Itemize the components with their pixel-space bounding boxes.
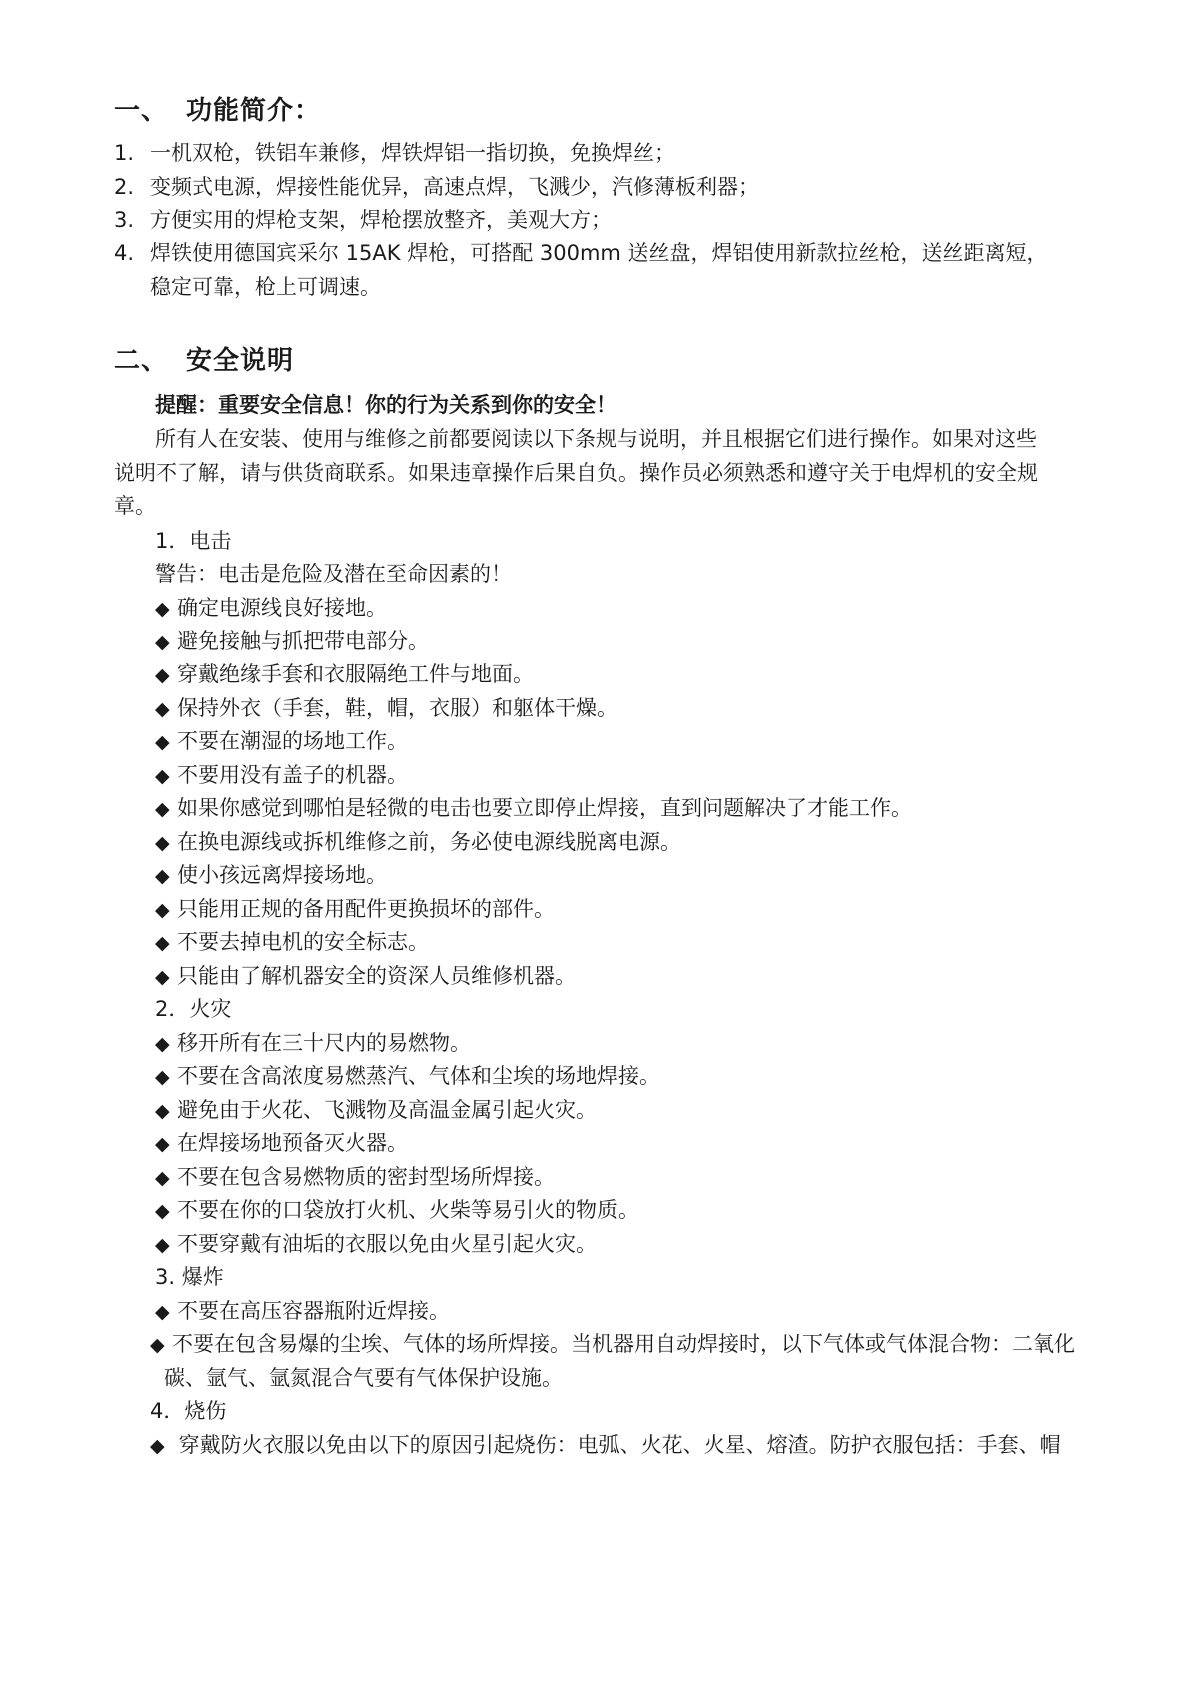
diamond-bullet-icon: ◆ — [155, 865, 170, 887]
diamond-bullet-icon: ◆ — [150, 1334, 165, 1356]
diamond-bullet-icon: ◆ — [155, 631, 170, 653]
intro-line: 所有人在安装、使用与维修之前都要阅读以下条规与说明，并且根据它们进行操作。如果对这些 — [155, 427, 1037, 451]
diamond-bullet-icon: ◆ — [155, 664, 170, 686]
section1-heading — [114, 90, 321, 127]
section2-title: 安全说明 — [186, 346, 295, 376]
subsection-heading-fire: 2．火灾 — [155, 997, 232, 1021]
feature-item: 1. 一机双枪，铁铝车兼修，焊铁焊铝一指切换，免换焊丝； — [114, 141, 675, 165]
diamond-bullet-icon: ◆ — [155, 765, 170, 787]
bullet-item: ◆ 只能用正规的备用配件更换损坏的部件。 — [155, 894, 555, 925]
bullet-item: ◆ 避免接触与抓把带电部分。 — [155, 626, 429, 657]
feature-item: 2. 变频式电源，焊接性能优异，高速点焊，飞溅少，汽修薄板利器； — [114, 175, 759, 199]
diamond-bullet-icon: ◆ — [155, 1167, 170, 1189]
subsection-heading-explosion: 3. 爆炸 — [155, 1265, 224, 1289]
section2-heading — [114, 340, 294, 377]
section1-title: 功能简介： — [186, 96, 322, 126]
intro-line: 说明不了解，请与供货商联系。如果违章操作后果自负。操作员必须熟悉和遵守关于电焊机的安全规 — [114, 461, 1038, 485]
bullet-item: ◆ 只能由了解机器安全的资深人员维修机器。 — [155, 961, 576, 992]
subsection-heading-electric: 1．电击 — [155, 529, 232, 553]
bullet-item: ◆ 如果你感觉到哪怕是轻微的电击也要立即停止焊接，直到问题解决了才能工作。 — [155, 793, 912, 824]
feature-item-continuation: 稳定可靠，枪上可调速。 — [150, 275, 381, 299]
bullet-item-continuation: 碳、氩气、氩氮混合气要有气体保护设施。 — [164, 1366, 563, 1390]
bullet-item: ◆ 不要在你的口袋放打火机、火柴等易引火的物质。 — [155, 1195, 639, 1226]
diamond-bullet-icon: ◆ — [155, 1301, 170, 1323]
diamond-bullet-icon: ◆ — [155, 1234, 170, 1256]
bullet-item: ◆ 确定电源线良好接地。 — [155, 593, 387, 624]
feature-item: 3. 方便实用的焊枪支架，焊枪摆放整齐，美观大方； — [114, 208, 612, 232]
bullet-item: ◆ 不要在包含易燃物质的密封型场所焊接。 — [155, 1162, 555, 1193]
diamond-bullet-icon: ◆ — [155, 1033, 170, 1055]
bullet-item: ◆ 不要在包含易爆的尘埃、气体的场所焊接。当机器用自动焊接时，以下气体或气体混合物：二氧化 — [150, 1329, 1075, 1360]
diamond-bullet-icon: ◆ — [155, 1200, 170, 1222]
diamond-bullet-icon: ◆ — [155, 1100, 170, 1122]
bullet-item: ◆ 在换电源线或拆机维修之前，务必使电源线脱离电源。 — [155, 827, 681, 858]
bullet-item: ◆ 穿戴绝缘手套和衣服隔绝工件与地面。 — [155, 659, 534, 690]
diamond-bullet-icon: ◆ — [155, 966, 170, 988]
diamond-bullet-icon: ◆ — [155, 932, 170, 954]
bullet-item: ◆ 不要在潮湿的场地工作。 — [155, 726, 408, 757]
feature-item: 4. 焊铁使用德国宾采尔 15AK 焊枪，可搭配 300mm 送丝盘，焊铝使用新款拉丝枪，送丝距离短， — [114, 241, 1048, 265]
diamond-bullet-icon: ◆ — [155, 832, 170, 854]
bullet-item: ◆ 不要穿戴有油垢的衣服以免由火星引起火灾。 — [155, 1229, 597, 1260]
diamond-bullet-icon: ◆ — [155, 731, 170, 753]
diamond-bullet-icon: ◆ — [155, 1133, 170, 1155]
diamond-bullet-icon: ◆ — [150, 1435, 165, 1457]
bullet-item: ◆ 不要在含高浓度易燃蒸汽、气体和尘埃的场地焊接。 — [155, 1061, 660, 1092]
diamond-bullet-icon: ◆ — [155, 698, 170, 720]
section1-number: 一、 — [114, 96, 169, 126]
bullet-item: ◆ 不要去掉电机的安全标志。 — [155, 927, 429, 958]
diamond-bullet-icon: ◆ — [155, 1066, 170, 1088]
bullet-item: ◆ 在焊接场地预备灭火器。 — [155, 1128, 408, 1159]
bullet-item: ◆ 避免由于火花、飞溅物及高温金属引起火灾。 — [155, 1095, 597, 1126]
bullet-item: ◆ 使小孩远离焊接场地。 — [155, 860, 387, 891]
safety-reminder: 提醒：重要安全信息！你的行为关系到你的安全！ — [155, 393, 617, 417]
bullet-item: ◆ 保持外衣（手套，鞋，帽，衣服）和躯体干燥。 — [155, 693, 618, 724]
section2-number: 二、 — [114, 346, 169, 376]
bullet-item: ◆ 穿戴防火衣服以免由以下的原因引起烧伤：电弧、火花、火星、熔渣。防护衣服包括：手套、帽 — [150, 1430, 1061, 1461]
bullet-item: ◆ 不要在高压容器瓶附近焊接。 — [155, 1296, 450, 1327]
bullet-item: ◆ 移开所有在三十尺内的易燃物。 — [155, 1028, 471, 1059]
diamond-bullet-icon: ◆ — [155, 798, 170, 820]
intro-line: 章。 — [114, 494, 156, 518]
diamond-bullet-icon: ◆ — [155, 899, 170, 921]
subsection-heading-burn: 4．烧伤 — [150, 1399, 227, 1423]
bullet-item: ◆ 不要用没有盖子的机器。 — [155, 760, 408, 791]
electric-warning: 警告：电击是危险及潜在至命因素的！ — [155, 562, 512, 586]
diamond-bullet-icon: ◆ — [155, 598, 170, 620]
